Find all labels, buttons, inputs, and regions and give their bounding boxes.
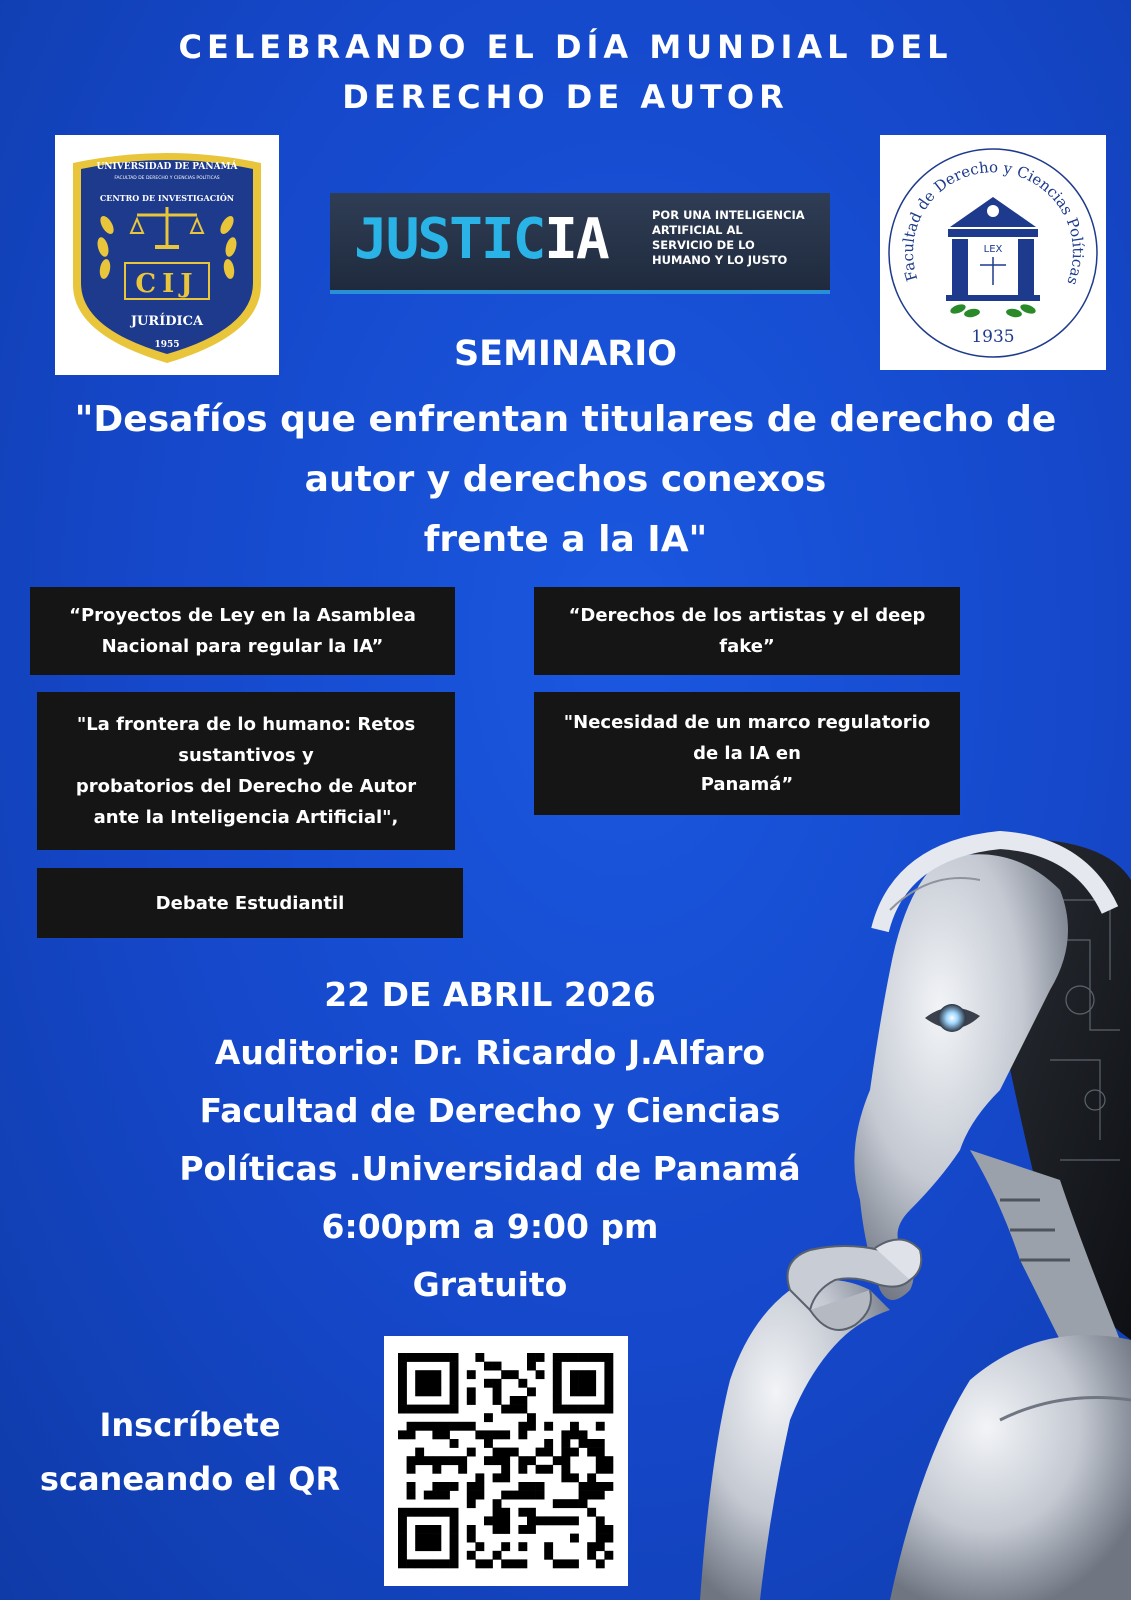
seminar-title-line-3: frente a la IA" — [423, 519, 708, 560]
banner-title — [354, 205, 608, 275]
topic-box-1 — [30, 587, 455, 675]
logo-left-arc-text: CENTRO DE INVESTIGACIÓN — [99, 193, 235, 203]
event-details — [150, 966, 830, 1314]
banner-tagline-line-2: ARTIFICIAL AL — [652, 223, 743, 237]
banner-title-part-1: JUSTIC — [354, 207, 545, 272]
banner-tagline-line-3: SERVICIO DE LO — [652, 238, 755, 252]
logo-left-year: 1955 — [154, 340, 180, 350]
register-line-1: Inscríbete — [99, 1406, 281, 1444]
justicia-banner — [330, 193, 830, 294]
topic-2-line-1: “Derechos de los artistas y el deep — [568, 605, 926, 626]
banner-title-part-2: IA — [544, 207, 608, 272]
register-cta — [20, 1398, 360, 1506]
topic-3-line-2: sustantivos y — [178, 745, 314, 766]
poster-header — [0, 22, 1131, 122]
banner-tagline-line-4: HUMANO Y LO JUSTO — [652, 253, 788, 267]
seminar-title-line-2: autor y derechos conexos — [304, 459, 827, 500]
banner-tagline-line-1: POR UNA INTELIGENCIA — [652, 208, 805, 222]
topic-4-line-3: Panamá” — [700, 774, 794, 795]
register-line-2: scaneando el QR — [39, 1460, 341, 1498]
topic-4-line-1: "Necesidad de un marco regulatorio — [563, 712, 931, 733]
logo-right-lex: LEX — [983, 244, 1003, 255]
topic-1-line-1: “Proyectos de Ley en la Asamblea — [69, 605, 416, 626]
topic-4-line-2: de la IA en — [693, 743, 801, 764]
topic-3-line-4: ante la Inteligencia Artificial", — [93, 807, 399, 828]
event-price: Gratuito — [412, 1265, 568, 1304]
logo-left-top-text: UNIVERSIDAD DE PANAMÁ — [96, 162, 238, 172]
logo-right-year: 1935 — [971, 327, 1015, 347]
topic-2-line-2: fake” — [719, 636, 775, 657]
logo-right-arc-text: Facultad de Derecho y Ciencias Políticas — [898, 158, 1088, 288]
logo-left-center: CIJ — [135, 269, 199, 299]
registration-qr-code[interactable] — [384, 1336, 628, 1586]
seminar-label: SEMINARIO — [453, 334, 678, 374]
event-faculty-line-1: Facultad de Derecho y Ciencias — [199, 1091, 781, 1130]
qr-code-icon — [384, 1336, 628, 1586]
logo-left-sub-text: FACULTAD DE DERECHO Y CIENCIAS POLÍTICAS — [114, 176, 220, 181]
event-venue: Auditorio: Dr. Ricardo J.Alfaro — [214, 1033, 766, 1072]
seminar-title — [40, 390, 1091, 570]
topic-1-line-2: Nacional para regular la IA” — [101, 636, 384, 657]
event-date: 22 DE ABRIL 2026 — [324, 975, 656, 1014]
topic-5: Debate Estudiantil — [155, 892, 345, 914]
topic-box-5 — [37, 868, 463, 938]
seminar-title-line-1: "Desafíos que enfrentan titulares de derecho de — [74, 399, 1057, 440]
header-line-2: DERECHO DE AUTOR — [342, 78, 789, 116]
topic-3-line-1: "La frontera de lo humano: Retos — [76, 714, 416, 735]
banner-tagline — [652, 208, 822, 268]
event-time: 6:00pm a 9:00 pm — [321, 1207, 659, 1246]
logo-left-bottom: JURÍDICA — [130, 314, 204, 329]
header-line-1: CELEBRANDO EL DÍA MUNDIAL DEL — [178, 28, 953, 66]
laurel-branch-icon — [949, 303, 1037, 319]
topic-3-line-3: probatorios del Derecho de Autor — [75, 776, 417, 797]
topic-box-3 — [37, 692, 455, 850]
topic-box-2 — [534, 587, 960, 675]
topic-box-4 — [534, 692, 960, 815]
event-faculty-line-2: Políticas .Universidad de Panamá — [179, 1149, 801, 1188]
